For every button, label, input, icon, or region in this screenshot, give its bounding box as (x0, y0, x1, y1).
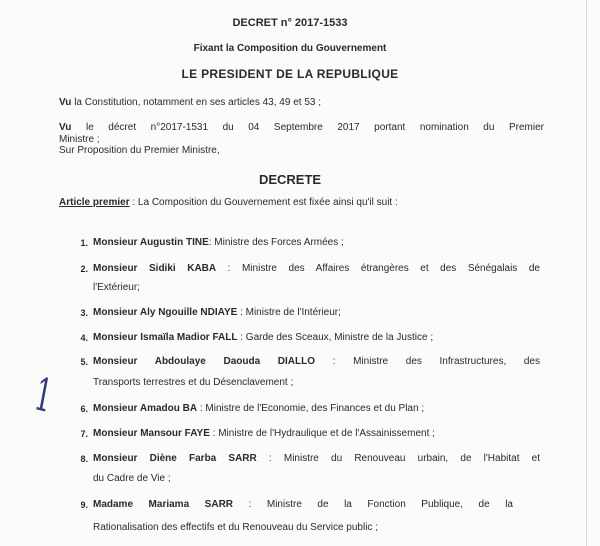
member-role: : Ministre de l'Economie, des Finances et du Plan ; (197, 403, 425, 414)
decrete-heading: DECRETE (258, 172, 322, 187)
vu-constitution (59, 97, 321, 108)
member-name: Monsieur Augustin TINE (93, 237, 209, 248)
item-line (93, 403, 424, 414)
member-role: : Ministre du Renouveau urbain, de l'Habitat et (256, 453, 540, 464)
member-role: : Garde des Sceaux, Ministre de la Justice ; (237, 332, 434, 343)
item-line (93, 237, 344, 248)
member-role-continuation: Transports terrestres et du Désenclavement ; (93, 377, 294, 388)
item-line (93, 356, 540, 367)
vu-constitution-text: la Constitution, notamment en ses articles 43, 49 et 53 ; (71, 97, 322, 108)
member-name: Monsieur Amadou BA (93, 403, 198, 414)
member-role-continuation: Rationalisation des effectifs et du Renouveau du Service public ; (93, 522, 378, 533)
member-name: Monsieur Sidiki KABA (93, 263, 217, 274)
member-role: : Ministre des Affaires étrangères et des Sénégalais de (216, 263, 540, 274)
vu-label: Vu (59, 97, 72, 108)
item-line (93, 332, 433, 343)
vu-decree (59, 122, 544, 133)
member-name: Madame Mariama SARR (93, 499, 234, 510)
vu-decree-text: le décret n°2017-1531 du 04 Septembre 2017 portant nomination du Premier (71, 122, 544, 133)
member-name: Monsieur Ismaïla Madior FALL (93, 332, 238, 343)
vu-decree-line (59, 122, 544, 133)
article-label: Article premier (59, 197, 130, 208)
article-premier (59, 197, 398, 208)
item-line (93, 307, 341, 318)
member-role: : Ministre de la Fonction Publique, de la (233, 499, 513, 510)
item-line (93, 453, 540, 464)
decree-subtitle: Fixant la Composition du Gouvernement (193, 43, 387, 54)
item-number: 3. (80, 308, 88, 318)
member-role: : Ministre des Infrastructures, des (315, 356, 540, 367)
item-line (93, 499, 513, 510)
member-role: : Ministre de l'Intérieur; (237, 307, 341, 318)
item-number: 6. (80, 404, 88, 414)
proposition-line: Sur Proposition du Premier Ministre, (59, 145, 220, 156)
item-number: 5. (80, 357, 88, 367)
item-number: 7. (80, 429, 88, 439)
member-name: Monsieur Diène Farba SARR (93, 453, 257, 464)
member-role-continuation: l'Extérieur; (93, 282, 140, 293)
decree-title: DECRET n° 2017-1533 (232, 17, 348, 29)
item-number: 1. (80, 238, 88, 248)
item-line (93, 428, 435, 439)
member-name: Monsieur Abdoulaye Daouda DIALLO (93, 356, 316, 367)
vu-label: Vu (59, 122, 72, 133)
article-text: : La Composition du Gouvernement est fixée ainsi qu'il suit : (129, 197, 398, 208)
vu-decree-continuation: Ministre ; (59, 134, 100, 145)
item-number: 9. (80, 500, 88, 510)
authority-heading: LE PRESIDENT DE LA REPUBLIQUE (181, 67, 399, 81)
member-role: : Ministre des Forces Armées ; (208, 237, 344, 248)
handwritten-margin-mark: 1 (33, 366, 54, 424)
member-name: Monsieur Mansour FAYE (93, 428, 210, 439)
member-name: Monsieur Aly Ngouille NDIAYE (93, 307, 238, 318)
item-number: 4. (80, 333, 88, 343)
member-role-continuation: du Cadre de Vie ; (93, 473, 171, 484)
item-number: 8. (80, 454, 88, 464)
member-role: : Ministre de l'Hydraulique et de l'Assainissement ; (209, 428, 435, 439)
item-number: 2. (80, 264, 88, 274)
item-line (93, 263, 540, 274)
